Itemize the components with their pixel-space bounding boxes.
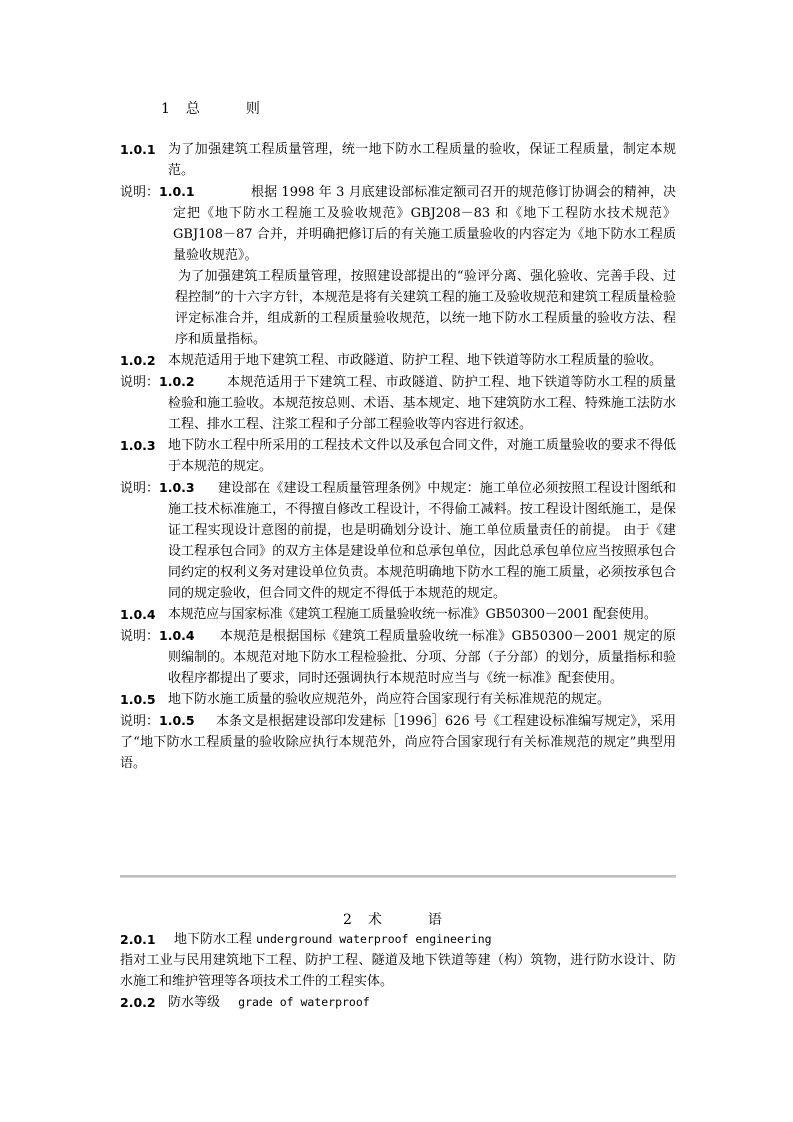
note-label	[120, 625, 195, 647]
clause-number: 1.0.5	[120, 692, 156, 707]
clause-number: 1.0.2	[120, 353, 156, 368]
chapter-2-heading: 2 术 语	[343, 912, 443, 928]
note-label	[120, 710, 195, 732]
chapter-1-heading: 1 总 则	[161, 101, 261, 117]
chapter-1-body	[120, 139, 676, 774]
clause-text: 为了加强建筑工程质量管理，统一地下防水工程质量的验收，保证工程质量，制定本规范。	[168, 142, 676, 178]
section-divider	[120, 875, 676, 878]
note-1-0-4-text: 本规范是根据国标《建筑工程质量验收统一标准》GB50300－2001 规定的原则编制的。本规范对地下防水工程检验批、分项、分部（子分部）的划分，质量指标和验收程序都提出了要求，同时还强调执行本规范时应当与《统一标准》配套使用。	[168, 629, 676, 686]
clause-text: 地下防水施工质量的验收应规范外，尚应符合国家现行有关标准规范的规定。	[168, 692, 611, 707]
note-1-0-1-paragraph-2: 为了加强建筑工程质量管理，按照建设部提出的“验评分离、强化验收、完善手段、过程控制”的十六字方针，本规范是将有关建筑工程的施工及验收规范和建筑工程质量检验评定标准合并，组成新的工程质量验收规范，以统一地下防水工程质量的验收方法、程序和质量指标。	[175, 269, 676, 347]
note-1-0-5-text: 本条文是根据建设部印发建标［1996］626 号《工程建设标准编写规定》，采用了“地下防水工程质量的验收除应执行本规范外，尚应符合国家现行有关标准规范的规定”典型用语。	[120, 714, 676, 771]
clause-number: 2.0.2	[120, 995, 156, 1010]
clause-1-0-3	[120, 435, 676, 477]
clause-text: 本规范应与国家标准《建筑工程施工质量验收统一标准》GB50300－2001 配套使用。	[168, 607, 657, 622]
note-number: 1.0.4	[159, 628, 195, 643]
clause-text: 本规范适用于地下建筑工程、市政隧道、防护工程、地下铁道等防水工程质量的验收。	[168, 353, 663, 368]
term-name: 防水等级	[168, 995, 221, 1010]
note-label	[120, 181, 231, 203]
clause-2-0-2	[120, 992, 676, 1013]
clause-number: 2.0.1	[120, 932, 156, 947]
note-label	[120, 477, 195, 499]
note-1-0-1-text: 根据 1998 年 3 月底建设部标准定额司召开的规范修订协调会的精神，决定把《地下防水工程施工及验收规范》GBJ208－83 和《地下工程防水技术规范》GBJ108－87 合并，并明确把修订后的有关施工质量验收的内容定为《地下防水工程质量验收规范》。	[173, 185, 676, 263]
clause-1-0-5	[120, 689, 676, 710]
note-number: 1.0.3	[159, 480, 195, 495]
term-english: underground waterproof engineering	[256, 932, 492, 946]
clause-number: 1.0.4	[120, 607, 156, 622]
clause-1-0-2	[120, 350, 676, 371]
note-number: 1.0.2	[159, 374, 195, 389]
clause-number: 1.0.1	[120, 142, 156, 157]
note-1-0-3-text: 建设部在《建设工程质量管理条例》中规定：施工单位必须按照工程设计图纸和施工技术标准施工，不得擅自修改工程设计，不得偷工减料。按工程设计图纸施工，是保证工程实现设计意图的前提，也是明确划分设计、施工单位质量责任的前提。 由于《建设工程承包合同》的双方主体是建设单位和总承包单位，因此总承包单位应当按照承包合同约定的权利义务对建设单位负责。本规范明确地下防水工程的施工质量，必须按承包合同的规定验收，但合同文件的规定不得低于本规范的规定。	[168, 481, 676, 601]
clause-1-0-4	[120, 604, 676, 625]
note-prefix: 说明：	[120, 629, 160, 644]
note-number: 1.0.5	[159, 713, 195, 728]
note-number: 1.0.1	[159, 184, 195, 199]
term-name: 地下防水工程	[174, 932, 253, 947]
note-label	[120, 371, 195, 393]
note-prefix: 说明：	[120, 185, 160, 200]
clause-number: 1.0.3	[120, 438, 156, 453]
chapter-2-body	[120, 929, 676, 1013]
term-definition: 指对工业与民用建筑地下工程、防护工程、隧道及地下铁道等建（构）筑物，进行防水设计、防水施工和维护管理等各项技术工件的工程实体。	[120, 953, 676, 989]
note-1-0-2-text: 本规范适用于下建筑工程、市政隧道、防护工程、地下铁道等防水工程的质量检验和施工验收。本规范按总则、术语、基本规定、地下建筑防水工程、特殊施工法防水工程、排水工程、注浆工程和子分部工程验收等内容进行叙述。	[168, 375, 676, 432]
clause-2-0-1	[120, 929, 676, 950]
note-prefix: 说明：	[120, 375, 160, 390]
clause-term-line	[168, 992, 676, 1013]
clause-text: 地下防水工程中所采用的工程技术文件以及承包合同文件，对施工质量验收的要求不得低于本规范的规定。	[168, 438, 676, 474]
clause-term-line	[174, 929, 676, 950]
note-prefix: 说明：	[120, 714, 160, 729]
term-english: grade of waterproof	[238, 995, 370, 1009]
clause-1-0-1	[120, 139, 676, 181]
note-prefix: 说明：	[120, 481, 160, 496]
